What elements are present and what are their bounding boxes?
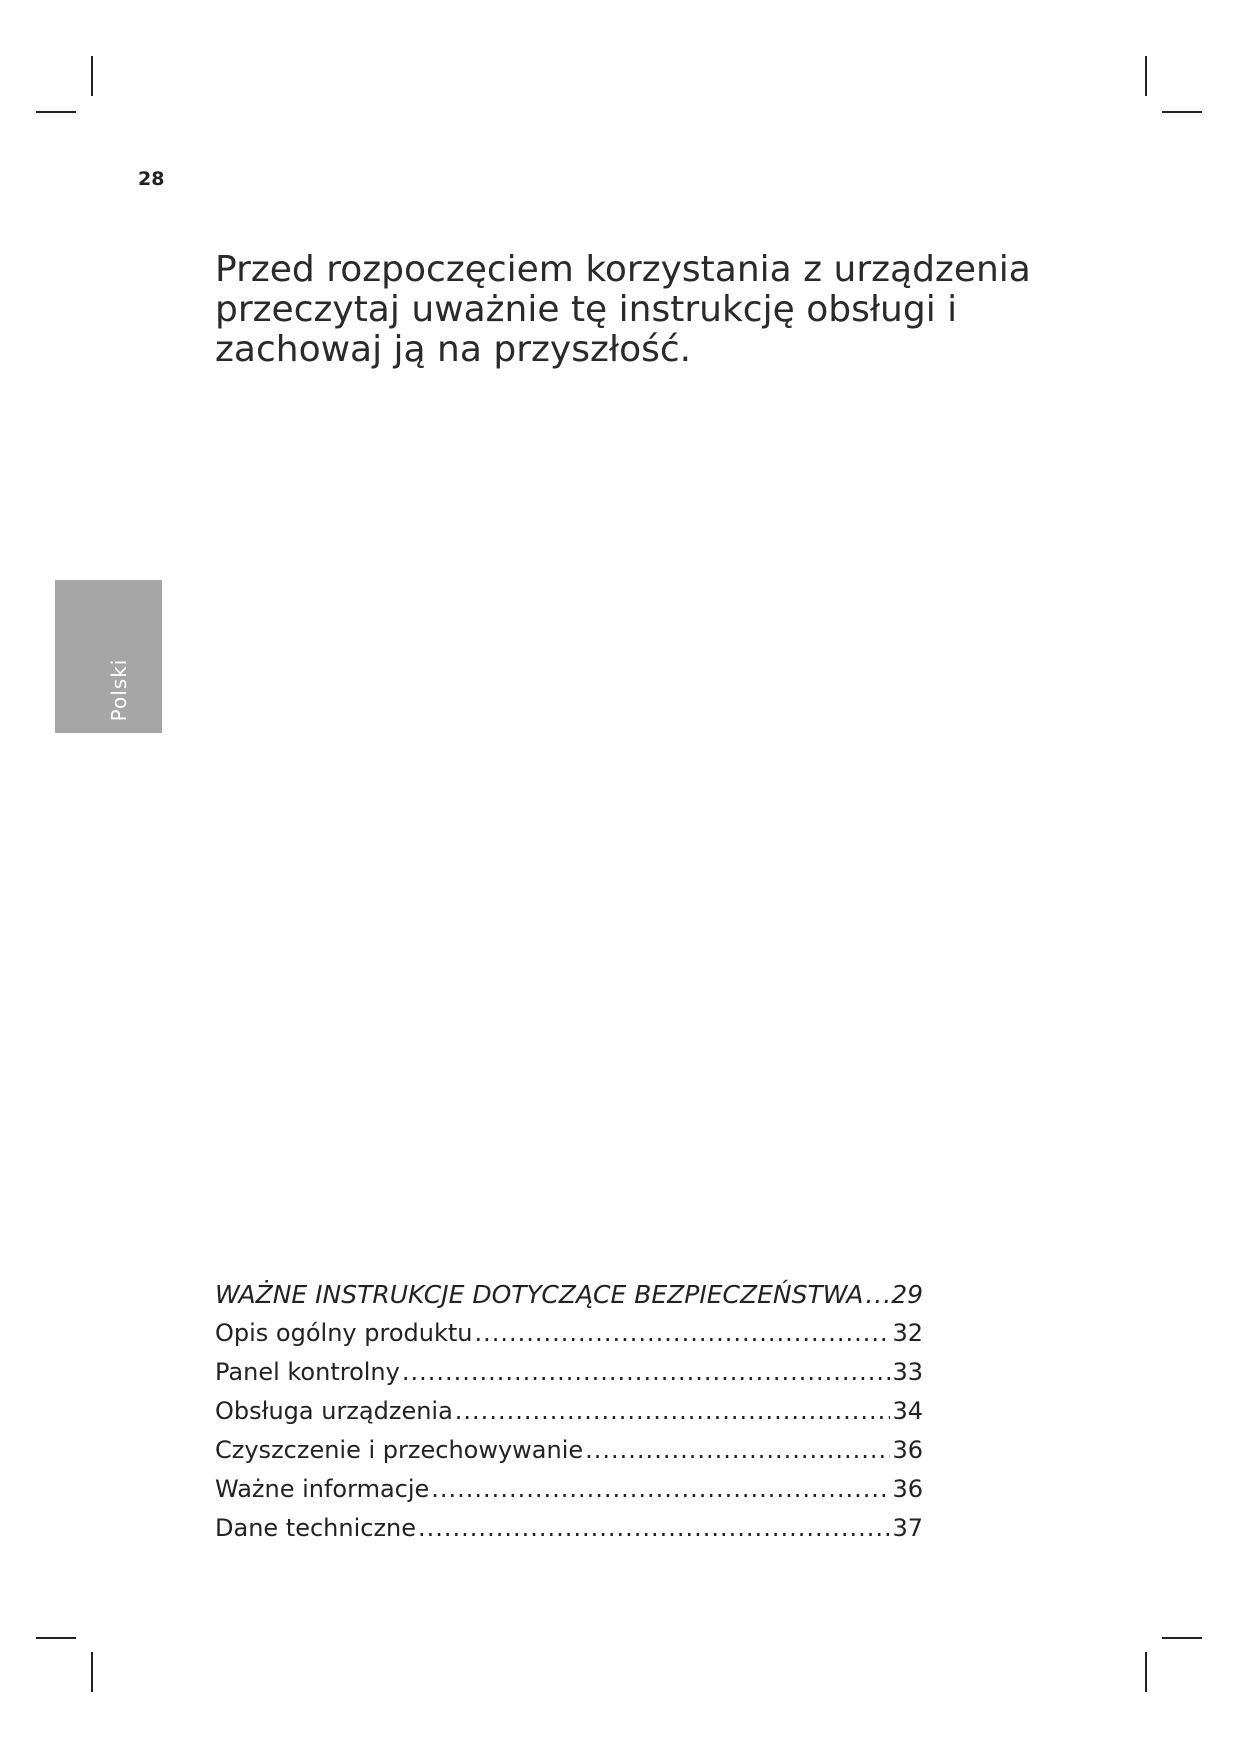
toc-entry-page: 34 [892, 1397, 923, 1425]
toc-entry[interactable] [215, 1509, 923, 1548]
toc-leader-dots [402, 1353, 891, 1392]
toc-entry[interactable] [215, 1275, 923, 1314]
intro-line: zachowaj ją na przyszłość. [215, 329, 692, 370]
toc-entry-page: 37 [892, 1514, 923, 1542]
toc-entry-label: Czyszczenie i przechowywanie [215, 1436, 584, 1464]
toc-entry-label: Panel kontrolny [215, 1358, 400, 1386]
toc-leader-dots [431, 1470, 890, 1509]
toc-leader-dots [455, 1392, 891, 1431]
toc-entry-page: 36 [892, 1475, 923, 1503]
toc-entry-label: Obsługa urządzenia [215, 1397, 453, 1425]
toc-entry[interactable] [215, 1392, 923, 1431]
toc-entry-label: Dane techniczne [215, 1514, 417, 1542]
toc-entry-label: Ważne informacje [215, 1475, 430, 1503]
toc-entry-page: 32 [892, 1319, 923, 1347]
toc-entry[interactable] [215, 1431, 923, 1470]
intro-line: przeczytaj uważnie tę instrukcję obsługi i [215, 289, 958, 330]
crop-mark-bottom-left-vertical [91, 1652, 93, 1692]
toc-entry[interactable] [215, 1470, 923, 1509]
crop-mark-top-right-horizontal [1162, 111, 1202, 113]
toc-entry-page: 36 [892, 1436, 923, 1464]
crop-mark-top-left-horizontal [36, 111, 76, 113]
toc-leader-dots [865, 1275, 889, 1314]
toc-entry-page: 29 [891, 1280, 923, 1309]
crop-mark-bottom-left-horizontal [36, 1637, 76, 1639]
toc-entry[interactable] [215, 1353, 923, 1392]
crop-mark-top-right-vertical [1145, 56, 1147, 96]
crop-mark-bottom-right-horizontal [1162, 1637, 1202, 1639]
toc-leader-dots [585, 1431, 890, 1470]
toc-entry[interactable] [215, 1314, 923, 1353]
crop-mark-bottom-right-vertical [1145, 1652, 1147, 1692]
page-number: 28 [138, 168, 165, 190]
toc-entry-label: WAŻNE INSTRUKCJE DOTYCZĄCE BEZPIECZEŃSTWA [215, 1280, 864, 1309]
toc-leader-dots [418, 1509, 890, 1548]
intro-line: Przed rozpoczęciem korzystania z urządzenia [215, 249, 1031, 290]
crop-mark-top-left-vertical [91, 56, 93, 96]
language-tab-label: Polski [107, 658, 131, 722]
toc-entry-page: 33 [892, 1358, 923, 1386]
toc-leader-dots [474, 1314, 890, 1353]
toc-entry-label: Opis ogólny produktu [215, 1319, 473, 1347]
intro-text [215, 249, 1031, 370]
table-of-contents [215, 1275, 923, 1548]
